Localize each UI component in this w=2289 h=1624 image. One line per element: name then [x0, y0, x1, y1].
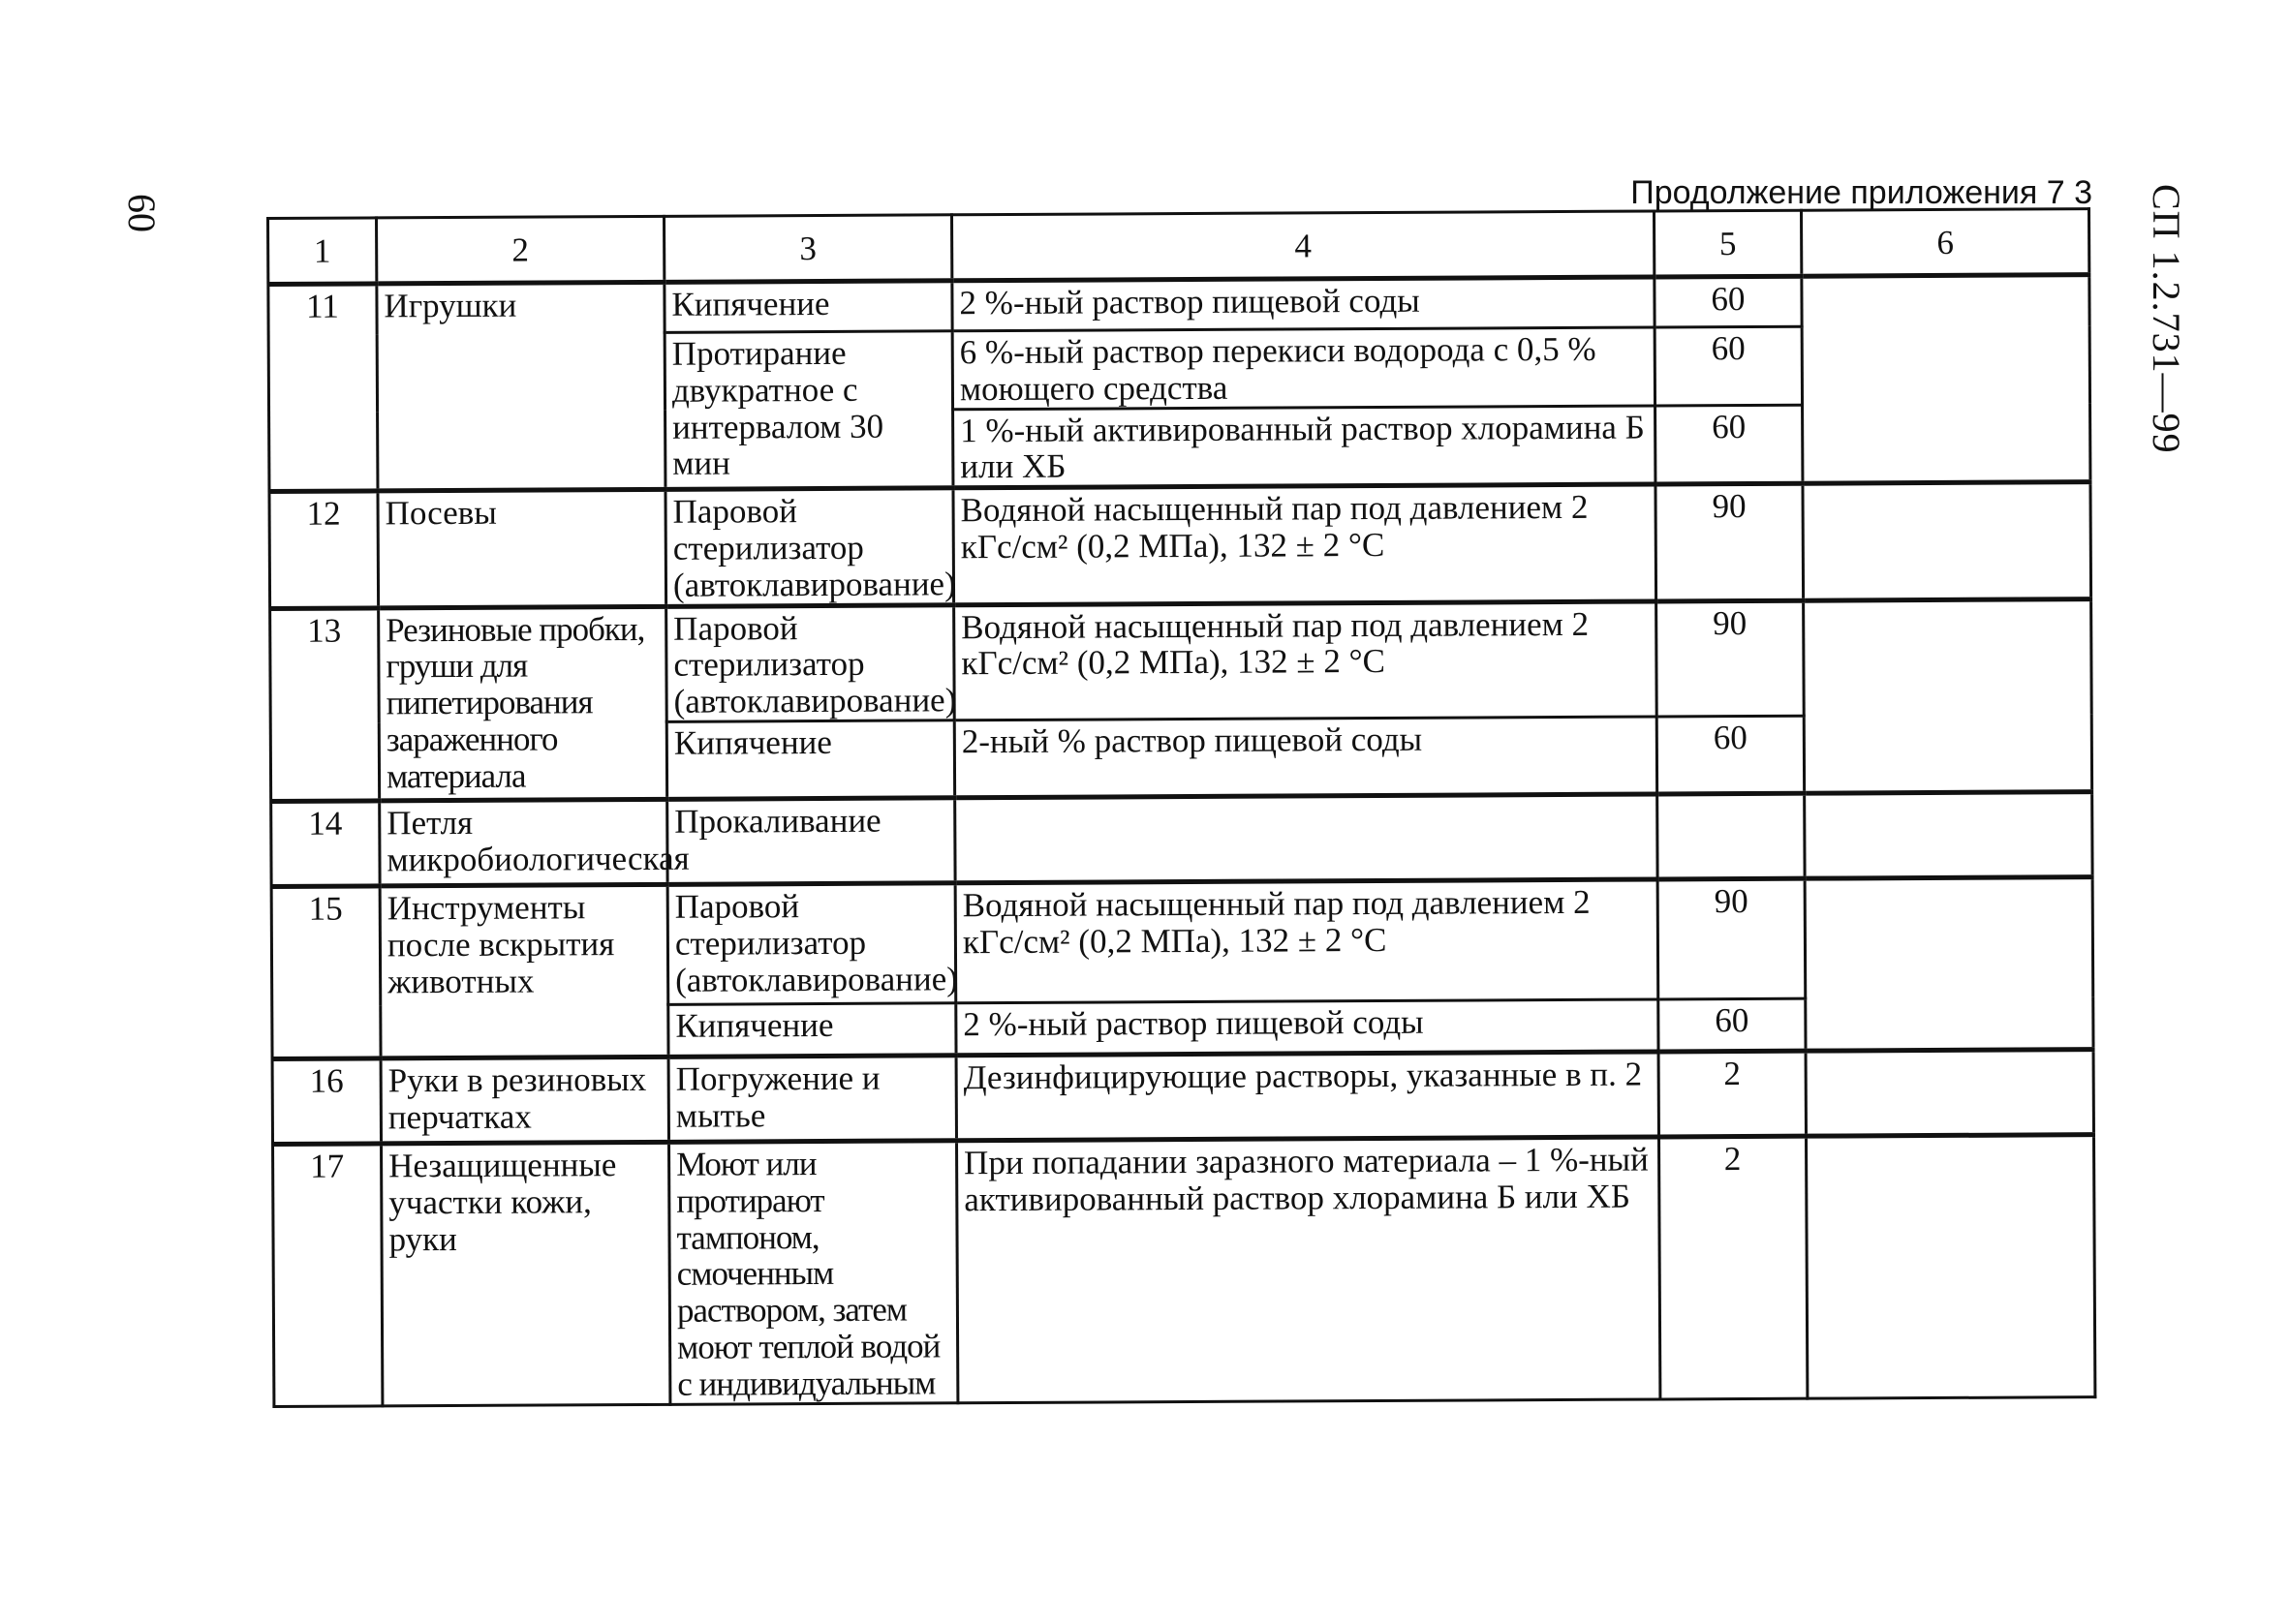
exposure-cell: 90: [1655, 483, 1804, 600]
exposure-cell: 60: [1655, 326, 1802, 405]
disinfection-table: [266, 207, 2096, 1407]
agent-cell: Водяной насыщенный пар под давлением 2 кГс/см² (0,2 МПа), 132 ± 2 °С: [955, 879, 1658, 1003]
table-row: [269, 482, 2091, 608]
table-header-row: [268, 209, 2089, 285]
exposure-cell: 2: [1658, 1051, 1806, 1137]
continuation-label: Продолжение приложения 7 3: [1630, 174, 2092, 211]
note-cell: [1804, 598, 2092, 793]
note-cell: [1805, 792, 2092, 879]
table-row: [271, 877, 2093, 1007]
column-header: 1: [268, 218, 377, 285]
method-cell: Паровой стерилизатор (автоклавирование): [665, 488, 954, 606]
object-cell: Резиновые пробки, груши для пипетирования зараженного материала: [379, 606, 667, 801]
method-cell: Прокаливание: [667, 798, 955, 885]
agent-cell: Дезинфицирующие растворы, указанные в п. 2: [956, 1052, 1658, 1141]
object-cell: Незащищенные участки кожи, руки: [382, 1142, 670, 1405]
note-cell: [1806, 1050, 2093, 1137]
method-cell: Кипячение: [668, 1003, 956, 1057]
row-number: 12: [269, 491, 379, 608]
agent-cell: 2 %-ный раствор пищевой соды: [952, 277, 1655, 331]
note-cell: [1805, 877, 2093, 1052]
exposure-cell: 60: [1655, 276, 1802, 327]
method-cell: Протирание двукратное с интервалом 30 мин: [665, 331, 953, 490]
row-number: 16: [272, 1058, 381, 1145]
object-cell: Посевы: [378, 490, 666, 608]
row-number: 15: [271, 886, 381, 1059]
agent-cell: 2 %-ный раствор пищевой соды: [956, 999, 1658, 1056]
method-cell: Погружение и мытье: [668, 1056, 956, 1143]
agent-cell: 2-ный % раствор пищевой соды: [954, 717, 1656, 798]
object-cell: Инструменты после вскрытия животных: [380, 884, 668, 1058]
row-number: 17: [273, 1144, 383, 1406]
table-row: [268, 275, 2089, 335]
exposure-cell: 90: [1656, 600, 1805, 717]
object-cell: Руки в резиновых перчатках: [381, 1057, 668, 1144]
method-cell: Паровой стерилизатор (автоклавирование): [667, 883, 956, 1005]
exposure-cell: 60: [1656, 716, 1804, 794]
column-header: 5: [1654, 210, 1801, 277]
table-row: [273, 1135, 2095, 1406]
agent-cell: [955, 794, 1657, 883]
table-row: [271, 792, 2092, 887]
page-number: 60: [120, 194, 164, 232]
object-cell: Петля микробиологическая: [380, 799, 667, 886]
exposure-cell: 2: [1658, 1136, 1807, 1398]
table-row: [272, 1050, 2093, 1145]
method-cell: Паровой стерилизатор (автоклавирование): [666, 604, 955, 721]
agent-cell: При попадании заразного материала – 1 %-ный активированный раствор хлорамина Б или ХБ: [957, 1137, 1660, 1402]
exposure-cell: [1657, 793, 1805, 879]
column-header: 6: [1801, 209, 2088, 277]
note-cell: [1806, 1135, 2094, 1398]
method-cell: Моют или протирают тампоном, смоченным раствором, затем моют теплой водой с индивидуальным: [669, 1141, 958, 1404]
row-number: 14: [271, 801, 380, 887]
exposure-cell: 60: [1658, 998, 1806, 1052]
agent-cell: 1 %-ный активированный раствор хлорамина Б или ХБ: [953, 406, 1655, 488]
exposure-cell: 60: [1655, 405, 1803, 484]
document-code: СП 1.2.731—99: [2145, 184, 2188, 454]
agent-cell: Водяной насыщенный пар под давлением 2 кГс/см² (0,2 МПа), 132 ± 2 °С: [954, 601, 1657, 720]
column-header: 2: [377, 216, 665, 284]
agent-cell: 6 %-ный раствор перекиси водорода с 0,5 % моющего средства: [952, 327, 1655, 409]
agent-cell: Водяной насыщенный пар под давлением 2 кГс/см² (0,2 МПа), 132 ± 2 °С: [953, 484, 1656, 604]
method-cell: Кипячение: [666, 720, 954, 800]
column-header: 3: [665, 215, 952, 283]
object-cell: Игрушки: [377, 282, 665, 491]
method-cell: Кипячение: [665, 281, 952, 333]
note-cell: [1802, 275, 2090, 484]
note-cell: [1803, 482, 2091, 600]
column-header: 4: [951, 211, 1654, 281]
exposure-cell: 90: [1657, 878, 1806, 999]
row-number: 13: [270, 607, 380, 801]
table-row: [270, 598, 2092, 723]
row-number: 11: [268, 284, 378, 492]
